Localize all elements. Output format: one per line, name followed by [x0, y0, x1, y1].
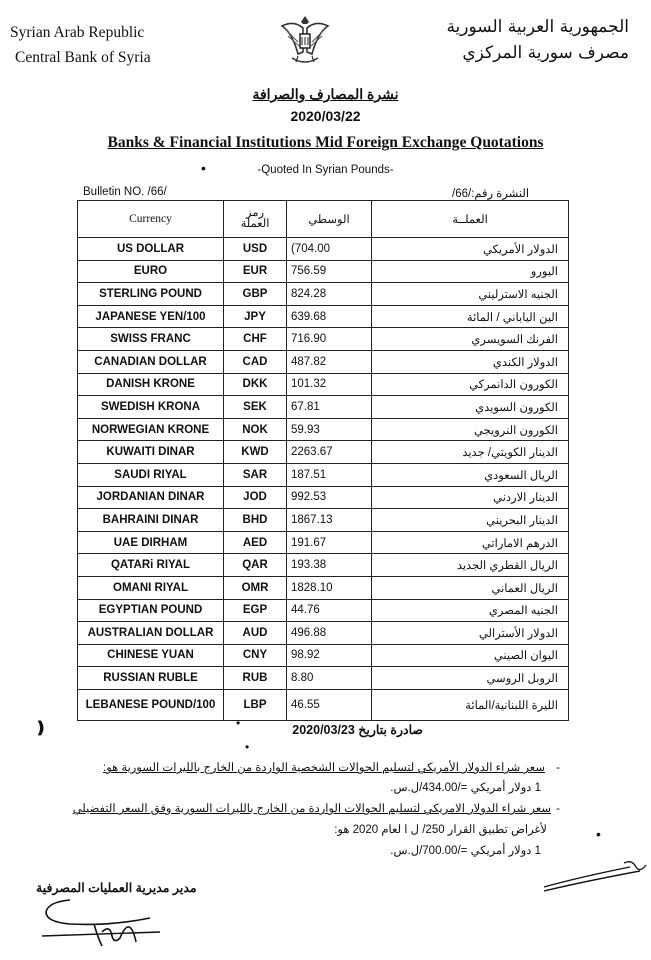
table-row [78, 350, 569, 373]
table-row [78, 689, 569, 720]
header-currency: Currency [78, 201, 224, 238]
speck-dot: • [596, 826, 601, 842]
table-row [78, 396, 569, 419]
currency-name-ar: اليورو [372, 260, 569, 283]
note1-dash: - [556, 760, 560, 774]
mid-rate: 1867.13 [287, 509, 372, 532]
mid-rate: 639.68 [287, 305, 372, 328]
currency-name: NORWEGIAN KRONE [78, 418, 224, 441]
margin-signature [540, 855, 648, 895]
table-row [78, 554, 569, 577]
currency-name-ar: الدينار البحريني [372, 509, 569, 532]
currency-name: JAPANESE YEN/100 [78, 305, 224, 328]
bullet-dot: • [201, 160, 206, 176]
currency-name: SWISS FRANC [78, 328, 224, 351]
currency-code: SEK [224, 396, 287, 419]
currency-code: AUD [224, 622, 287, 645]
bulletin-number-en: Bulletin NO. /66/ [83, 186, 167, 198]
currency-name: RUSSIAN RUBLE [78, 667, 224, 690]
exchange-rate-table [77, 200, 569, 721]
table-header-row [78, 201, 569, 238]
currency-name: OMANI RIYAL [78, 576, 224, 599]
currency-name: JORDANIAN DINAR [78, 486, 224, 509]
currency-code: SAR [224, 463, 287, 486]
speck-dot: • [245, 740, 250, 754]
currency-name-ar: الكورون الدانمركي [372, 373, 569, 396]
mid-rate: 1828.10 [287, 576, 372, 599]
bulletin-number-ar: النشرة رقم:/66/ [452, 188, 530, 200]
currency-code: AED [224, 531, 287, 554]
currency-name-ar: الجنيه الاسترليني [372, 283, 569, 306]
currency-code: BHD [224, 509, 287, 532]
currency-name-ar: الدينار الاردني [372, 486, 569, 509]
mid-rate: (704.00 [287, 238, 372, 261]
note2-line2: لأغراض تطبيق القرار 250/ ل ا لعام 2020 هو: [334, 824, 547, 836]
mid-rate: 496.88 [287, 622, 372, 645]
issued-date: صادرة بتاريخ 2020/03/23 [292, 723, 423, 737]
eagle-emblem-icon [278, 12, 332, 68]
mid-rate: 193.38 [287, 554, 372, 577]
currency-name-ar: الدولار الأسترالي [372, 622, 569, 645]
note2-value: 1 دولار أمريكي =/700.00/ل.س. [390, 845, 541, 857]
currency-code: CHF [224, 328, 287, 351]
table-row [78, 328, 569, 351]
currency-code: GBP [224, 283, 287, 306]
currency-name: QATARi RIYAL [78, 554, 224, 577]
mid-rate: 716.90 [287, 328, 372, 351]
currency-name: LEBANESE POUND/100 [78, 689, 224, 720]
currency-name-ar: الفرنك السويسري [372, 328, 569, 351]
table-row [78, 418, 569, 441]
header-code-line1: رمز [245, 207, 265, 219]
mid-rate: 44.76 [287, 599, 372, 622]
currency-name: US DOLLAR [78, 238, 224, 261]
currency-name-ar: الريال القطري الجديد [372, 554, 569, 577]
header-code [224, 201, 287, 238]
currency-code: DKK [224, 373, 287, 396]
mid-rate: 992.53 [287, 486, 372, 509]
table-row [78, 486, 569, 509]
currency-code: CNY [224, 644, 287, 667]
currency-name: AUSTRALIAN DOLLAR [78, 622, 224, 645]
currency-name: STERLING POUND [78, 283, 224, 306]
note2-dash: - [556, 801, 560, 815]
currency-name-ar: اليوان الصيني [372, 644, 569, 667]
currency-code: KWD [224, 441, 287, 464]
currency-name: UAE DIRHAM [78, 531, 224, 554]
currency-code: RUB [224, 667, 287, 690]
currency-code: CAD [224, 350, 287, 373]
currency-name-ar: الجنيه المصري [372, 599, 569, 622]
currency-name-ar: الريال السعودي [372, 463, 569, 486]
note1-value: 1 دولار أمريكي =/434.00/ل.س. [390, 782, 541, 794]
mid-rate: 8.80 [287, 667, 372, 690]
mid-rate: 98.92 [287, 644, 372, 667]
currency-name: BAHRAINI DINAR [78, 509, 224, 532]
currency-name-ar: الكورون النرويجي [372, 418, 569, 441]
table-row [78, 463, 569, 486]
currency-name-ar: الروبل الروسي [372, 667, 569, 690]
mid-rate: 824.28 [287, 283, 372, 306]
mid-rate: 2263.67 [287, 441, 372, 464]
currency-name-ar: الدولار الكندي [372, 350, 569, 373]
currency-name: DANISH KRONE [78, 373, 224, 396]
header-country-en: Syrian Arab Republic [10, 24, 145, 41]
note2-text: سعر شراء الدولار الامريكي لتسليم الحوالات الواردة من الخارج بالليرات السورية وفق السعر التفضيلي [72, 803, 551, 815]
table-row [78, 441, 569, 464]
currency-code: EGP [224, 599, 287, 622]
margin-mark: ❫ [34, 720, 48, 737]
currency-code: OMR [224, 576, 287, 599]
table-row [78, 260, 569, 283]
currency-name-ar: الريال العماني [372, 576, 569, 599]
note1-text: سعر شراء الدولار الأمريكي لتسليم الحوالات الشخصية الواردة من الخارج بالليرات السورية هو: [103, 762, 545, 774]
currency-code: QAR [224, 554, 287, 577]
header-right [446, 14, 629, 66]
table-row [78, 644, 569, 667]
table-row [78, 531, 569, 554]
currency-code: EUR [224, 260, 287, 283]
mid-rate: 59.93 [287, 418, 372, 441]
header-bank-ar: مصرف سورية المركزي [462, 43, 629, 63]
currency-name-ar: الدينار الكويتي/ جديد [372, 441, 569, 464]
mid-rate: 756.59 [287, 260, 372, 283]
currency-code: JOD [224, 486, 287, 509]
speck-dot: • [236, 716, 241, 730]
currency-name: KUWAITI DINAR [78, 441, 224, 464]
currency-name-ar: الليرة اللبنانية/المائة [372, 689, 569, 720]
currency-name: CHINESE YUAN [78, 644, 224, 667]
table-row [78, 305, 569, 328]
table-row [78, 283, 569, 306]
currency-name-ar: الدرهم الاماراتي [372, 531, 569, 554]
handwritten-signature [40, 894, 170, 950]
table-row [78, 599, 569, 622]
quoted-in-syp: -Quoted In Syrian Pounds- [257, 164, 394, 176]
currency-code: NOK [224, 418, 287, 441]
currency-name: EURO [78, 260, 224, 283]
currency-code: LBP [224, 689, 287, 720]
currency-name-ar: الين الياباني / المائة [372, 305, 569, 328]
currency-name: CANADIAN DOLLAR [78, 350, 224, 373]
mid-rate: 191.67 [287, 531, 372, 554]
table-row [78, 238, 569, 261]
mid-rate: 187.51 [287, 463, 372, 486]
header-mid: الوسطي [287, 201, 372, 238]
title-date: 2020/03/22 [290, 108, 361, 124]
currency-code: USD [224, 238, 287, 261]
table-row [78, 509, 569, 532]
mid-rate: 67.81 [287, 396, 372, 419]
header-arabic: العملــة [372, 201, 569, 238]
header-bank-en: Central Bank of Syria [15, 49, 151, 66]
currency-code: JPY [224, 305, 287, 328]
table-row [78, 373, 569, 396]
currency-name-ar: الكورون السويدي [372, 396, 569, 419]
header-code-line2: العملة [240, 218, 270, 230]
header-left [10, 20, 151, 70]
mid-rate: 487.82 [287, 350, 372, 373]
currency-name: SWEDISH KRONA [78, 396, 224, 419]
mid-rate: 101.32 [287, 373, 372, 396]
title-arabic: نشرة المصارف والصرافة [252, 86, 399, 102]
mid-rate: 46.55 [287, 689, 372, 720]
signature-title: مدير مديرية العمليات المصرفية [36, 881, 197, 895]
header-country-ar: الجمهورية العربية السورية [446, 17, 629, 37]
currency-name: SAUDI RIYAL [78, 463, 224, 486]
title-english: Banks & Financial Institutions Mid Foreign Exchange Quotations [107, 134, 544, 151]
table-row [78, 622, 569, 645]
table-row [78, 667, 569, 690]
currency-name-ar: الدولار الأمريكي [372, 238, 569, 261]
currency-name: EGYPTIAN POUND [78, 599, 224, 622]
table-row [78, 576, 569, 599]
